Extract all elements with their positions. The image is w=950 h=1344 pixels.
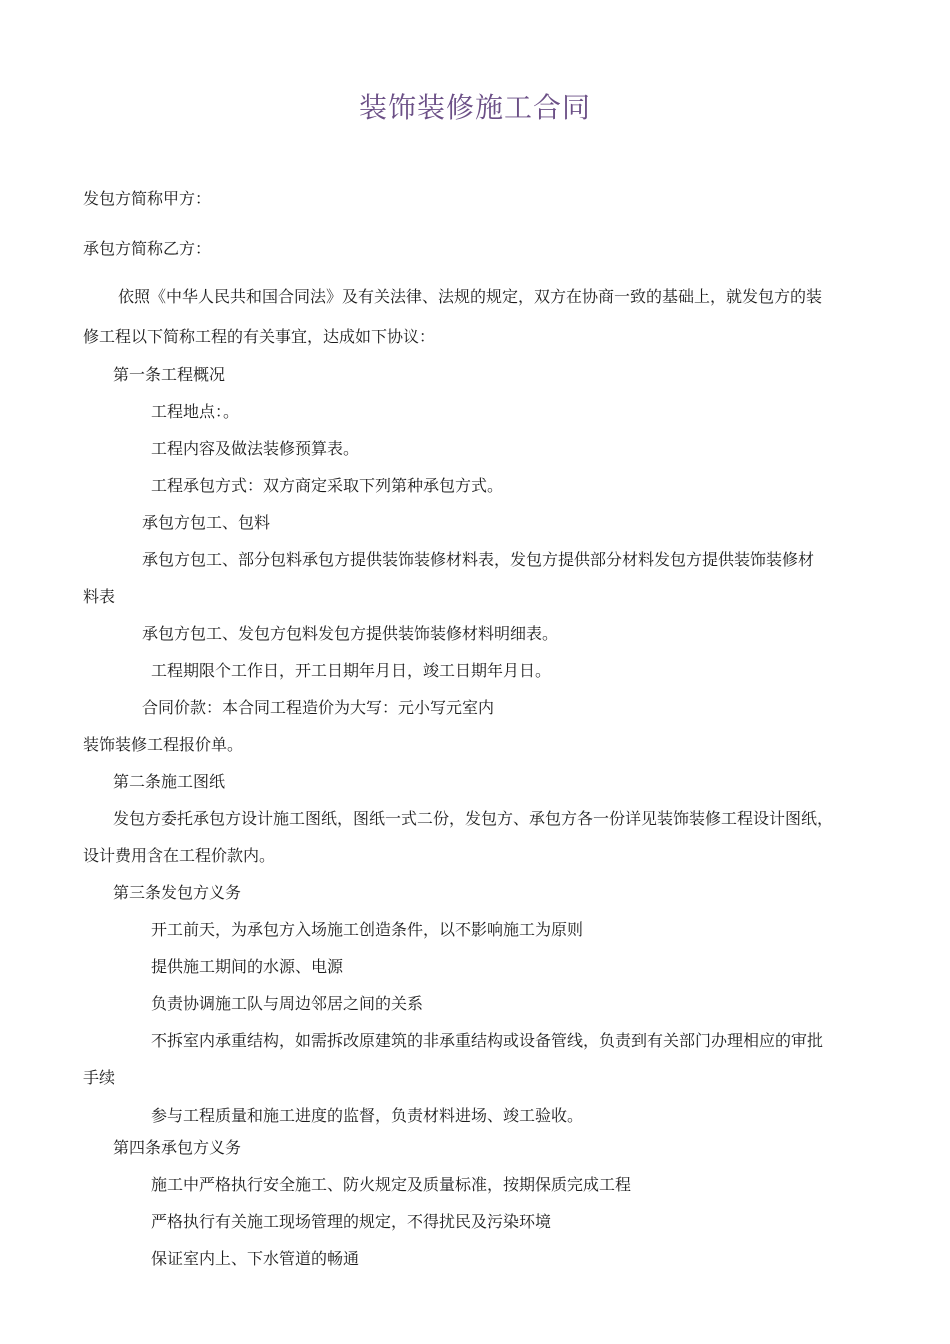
party-a-label: 发包方简称甲方： bbox=[83, 189, 212, 208]
article3-item3: 负责协调施工队与周边邻居之间的关系 bbox=[151, 994, 424, 1013]
article3-heading: 第三条发包方义务 bbox=[113, 883, 242, 902]
article1-option2-line2: 料表 bbox=[83, 587, 116, 606]
article1-heading: 第一条工程概况 bbox=[113, 365, 226, 384]
intro-paragraph-line1: 依照《中华人民共和国合同法》及有关法律、法规的规定，双方在协商一致的基础上，就发包方的装 bbox=[118, 287, 823, 306]
article1-price-line1: 合同价款：本合同工程造价为大写：元小写元室内 bbox=[142, 698, 495, 717]
article4-item1: 施工中严格执行安全施工、防火规定及质量标准，按期保质完成工程 bbox=[151, 1175, 632, 1194]
article3-item4-line2: 手续 bbox=[83, 1068, 116, 1087]
intro-paragraph-line2: 修工程以下简称工程的有关事宜，达成如下协议： bbox=[83, 327, 436, 346]
article1-location: 工程地点：。 bbox=[151, 402, 240, 421]
article4-item2: 严格执行有关施工现场管理的规定，不得扰民及污染环境 bbox=[151, 1212, 552, 1231]
article3-item2: 提供施工期间的水源、电源 bbox=[151, 957, 344, 976]
article1-price-line2: 装饰装修工程报价单。 bbox=[83, 735, 244, 754]
party-b-label: 承包方简称乙方： bbox=[83, 239, 212, 258]
article1-mode: 工程承包方式：双方商定采取下列第种承包方式。 bbox=[151, 476, 504, 495]
article3-item5: 参与工程质量和施工进度的监督，负责材料进场、竣工验收。 bbox=[151, 1106, 584, 1125]
article4-heading: 第四条承包方义务 bbox=[113, 1138, 242, 1157]
article3-item1: 开工前天，为承包方入场施工创造条件，以不影响施工为原则 bbox=[151, 920, 584, 939]
article1-option2-line1: 承包方包工、部分包料承包方提供装饰装修材料表，发包方提供部分材料发包方提供装饰装修材 bbox=[142, 550, 815, 569]
article1-period: 工程期限个工作日，开工日期年月日，竣工日期年月日。 bbox=[151, 661, 552, 680]
article2-text-line1: 发包方委托承包方设计施工图纸，图纸一式二份，发包方、承包方各一份详见装饰装修工程设计图纸， bbox=[113, 809, 834, 828]
article2-heading: 第二条施工图纸 bbox=[113, 772, 226, 791]
article4-item3: 保证室内上、下水管道的畅通 bbox=[151, 1249, 360, 1268]
article3-item4-line1: 不拆室内承重结构，如需拆改原建筑的非承重结构或设备管线，负责到有关部门办理相应的审批 bbox=[151, 1031, 824, 1050]
article1-option1: 承包方包工、包料 bbox=[142, 513, 271, 532]
document-title: 装饰装修施工合同 bbox=[358, 91, 591, 124]
article2-text-line2: 设计费用含在工程价款内。 bbox=[83, 846, 276, 865]
article1-option3: 承包方包工、发包方包料发包方提供装饰装修材料明细表。 bbox=[142, 624, 559, 643]
article1-content: 工程内容及做法装修预算表。 bbox=[151, 439, 360, 458]
